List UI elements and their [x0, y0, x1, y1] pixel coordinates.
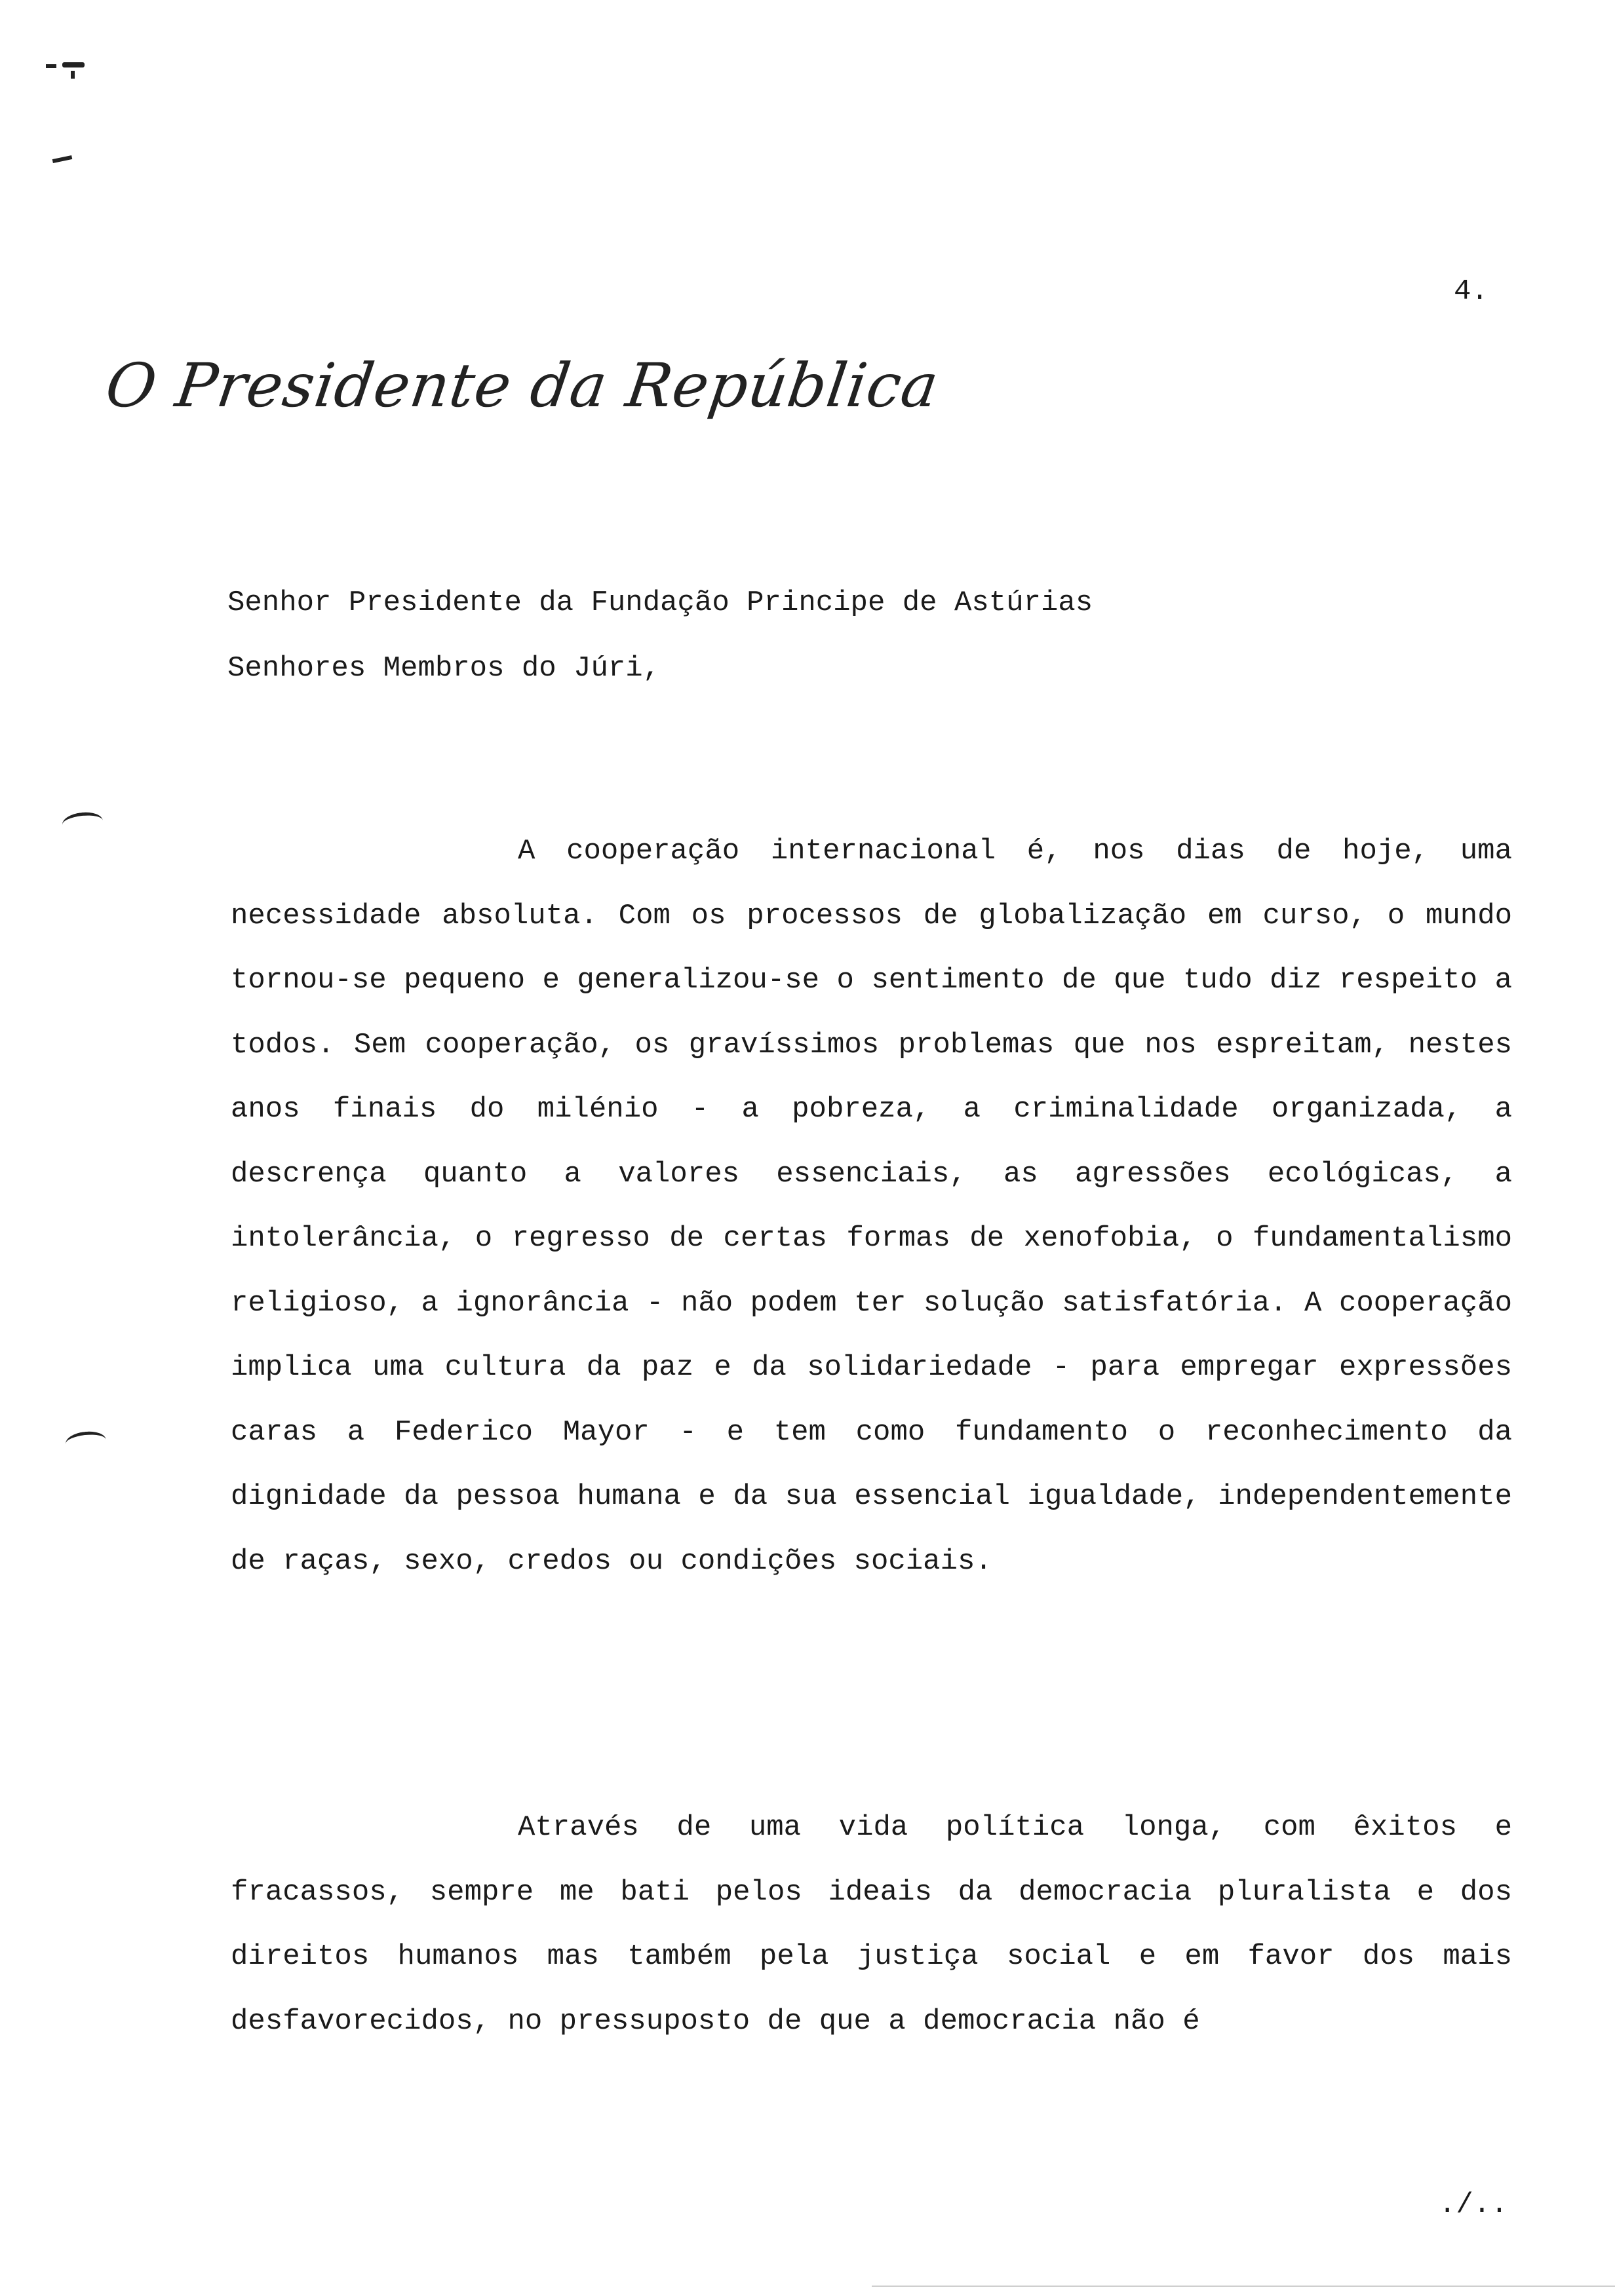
scan-edge-line	[872, 2286, 1615, 2287]
salutation-line: Senhores Membros do Júri,	[227, 652, 661, 685]
salutation-line: Senhor Presidente da Fundação Principe de Astúrias	[227, 586, 1093, 619]
body-paragraph: A cooperação internacional é, nos dias de hoje, uma necessidade absoluta. Com os processos de globalização em curso, o mundo tornou-se pequeno e generalizou-se o sentimento de que tudo diz respeito a todos. Sem cooperação, os gravíssimos problemas que nos espreitam, nestes anos finais do milénio - a pobreza, a criminalidade organizada, a descrença quanto a valores essenciais, as agressões ecológicas, a intolerância, o regresso de certas formas de xenofobia, o fundamentalismo religioso, a ignorância - não podem ter solução satisfatória. A cooperação implica uma cultura da paz e da solidariedade - para empregar expressões caras a Federico Mayor - e tem como fundamento o reconhecimento da dignidade da pessoa humana e da sua essencial igualdade, independentemente de raças, sexo, credos ou condições sociais.	[231, 835, 1512, 1578]
body-paragraph: Através de uma vida política longa, com êxitos e fracassos, sempre me bati pelos ideais da democracia pluralista e dos direitos humanos mas também pela justiça social e em favor dos mais desfavorecidos, no pressuposto de que a democracia não é	[231, 1811, 1512, 2038]
page-number: 4.	[1454, 275, 1489, 308]
scan-speck	[52, 155, 73, 163]
scan-speck	[71, 71, 75, 79]
scan-speck	[46, 64, 56, 68]
scan-speck	[62, 62, 85, 67]
salutation	[227, 570, 1093, 701]
hole-punch-mark	[65, 1430, 107, 1454]
hole-punch-mark	[62, 811, 104, 835]
continuation-mark: ./..	[1439, 2189, 1508, 2221]
letterhead: O Presidente da República	[101, 351, 943, 421]
